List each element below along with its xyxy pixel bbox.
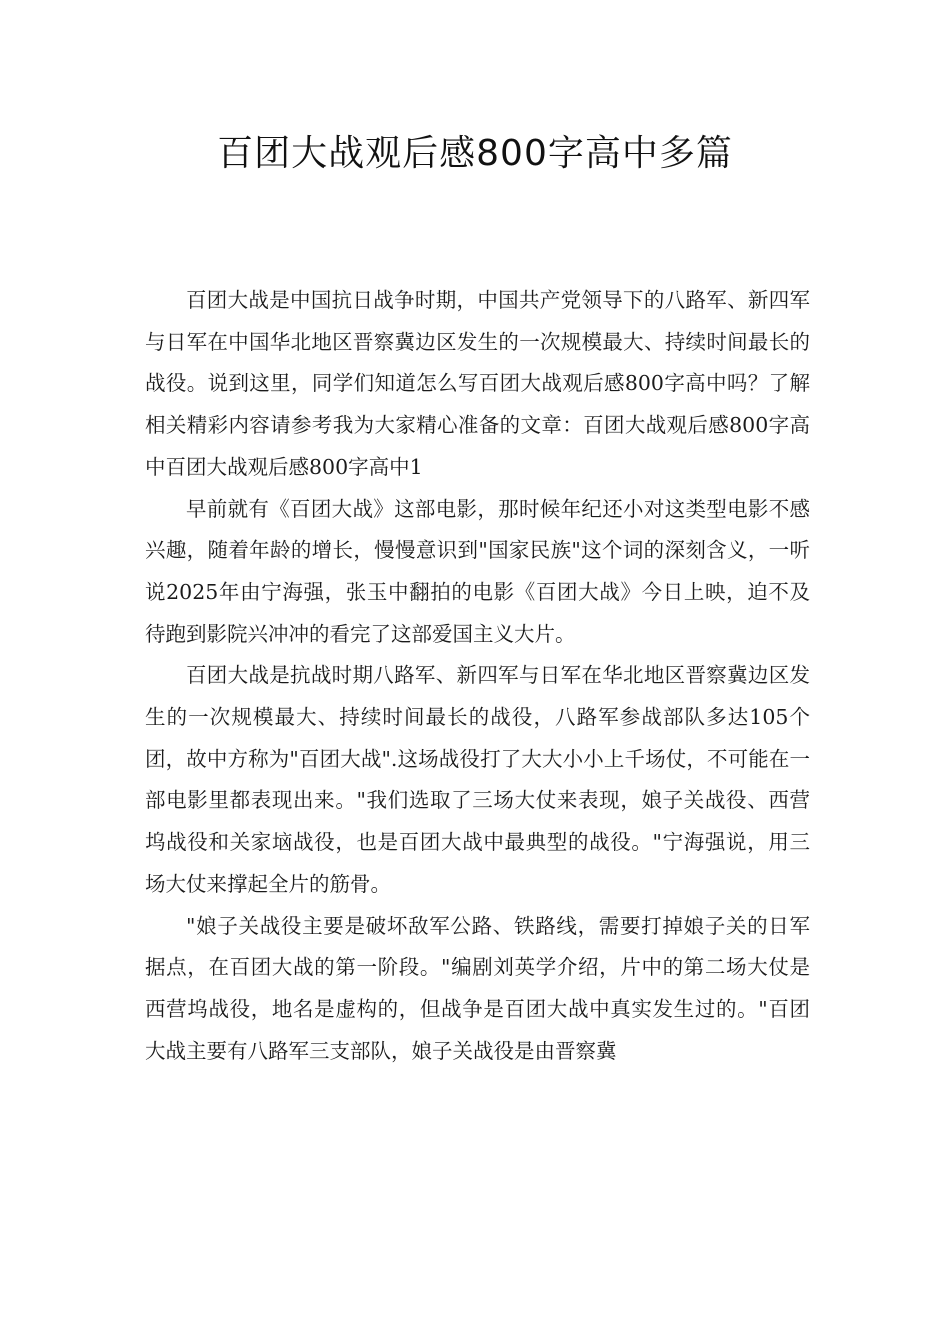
paragraph-1: 百团大战是中国抗日战争时期，中国共产党领导下的八路军、新四军与日军在中国华北地区晋察冀边区发生的一次规模最大、持续时间最长的战役。说到这里，同学们知道怎么写百团大战观后感800字高中吗？了解相关精彩内容请参考我为大家精心准备的文章：百团大战观后感800字高中百团大战观后感800字高中1: [145, 288, 810, 479]
paragraph-4: "娘子关战役主要是破坏敌军公路、铁路线，需要打掉娘子关的日军据点，在百团大战的第一阶段。"编剧刘英学介绍，片中的第二场大仗是西营坞战役，地名是虚构的，但战争是百团大战中真实发生过的。"百团大战主要有八路军三支部队，娘子关战役是由晋察冀: [145, 913, 810, 1063]
paragraph-3: 百团大战是抗战时期八路军、新四军与日军在华北地区晋察冀边区发生的一次规模最大、持续时间最长的战役，八路军参战部队多达105个团，故中方称为"百团大战".这场战役打了大大小小上千场仗，不可能在一部电影里都表现出来。"我们选取了三场大仗来表现，娘子关战役、西营坞战役和关家垴战役，也是百团大战中最典型的战役。"宁海强说，用三场大仗来撑起全片的筋骨。: [145, 663, 810, 896]
paragraph-2: 早前就有《百团大战》这部电影，那时候年纪还小对这类型电影不感兴趣，随着年龄的增长，慢慢意识到"国家民族"这个词的深刻含义，一听说2025年由宁海强，张玉中翻拍的电影《百团大战》今日上映，迫不及待跑到影院兴冲冲的看完了这部爱国主义大片。: [145, 496, 810, 646]
document-title: 百团大战观后感800字高中多篇: [217, 133, 733, 174]
document-body: [145, 280, 810, 1072]
